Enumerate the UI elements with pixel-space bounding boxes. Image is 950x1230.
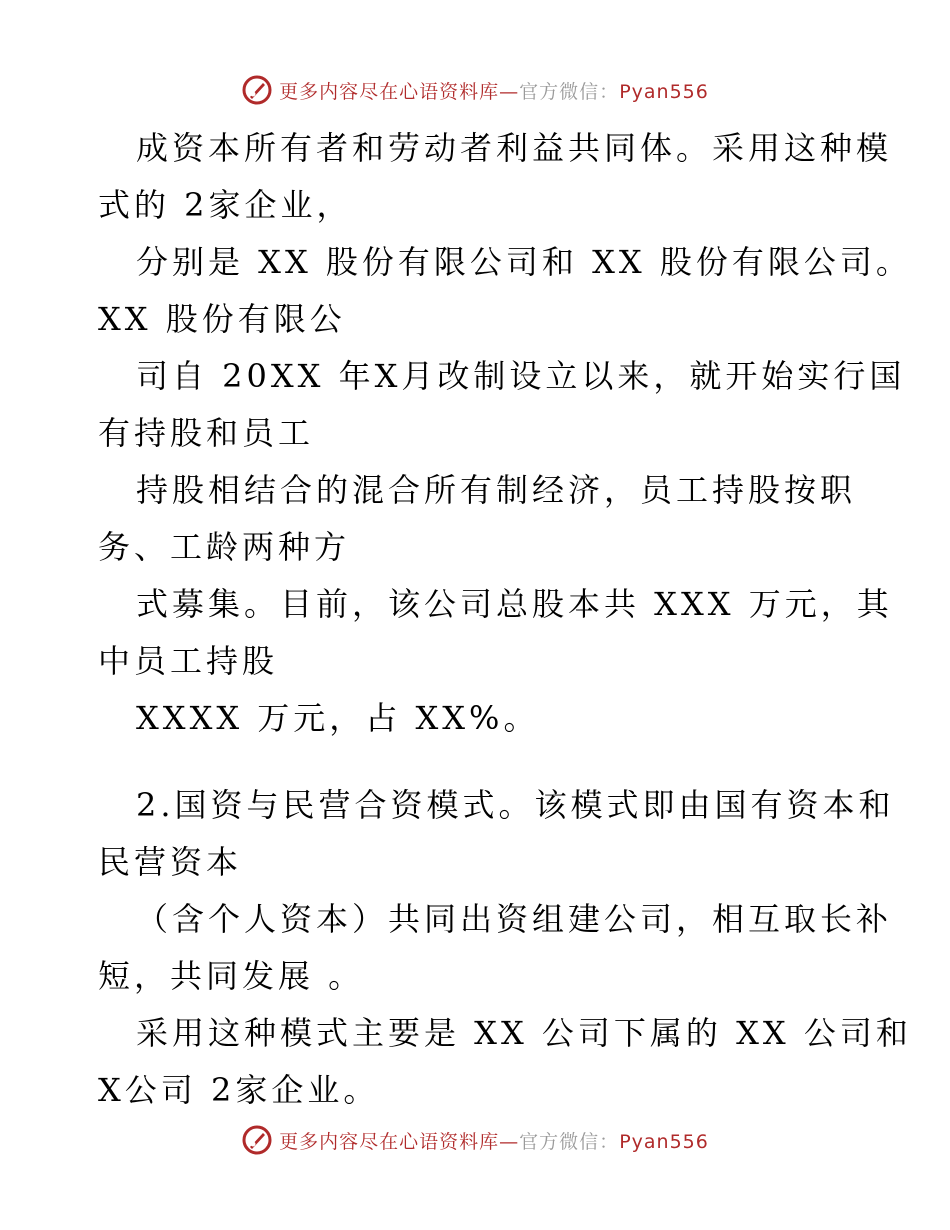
watermark-separator: — <box>499 80 520 103</box>
watermark-text <box>279 77 709 104</box>
watermark-text <box>279 1127 709 1154</box>
text-line-8: 务、工龄两种方 <box>98 528 351 566</box>
text-line-13: 民营资本 <box>98 843 243 881</box>
watermark-account-id: Pyan556 <box>619 1130 709 1153</box>
text-line-1: 成资本所有者和劳动者利益共同体。采用这种模 <box>136 129 893 167</box>
text-line-15: 短，共同发展 。 <box>98 957 365 995</box>
text-line-10: 中员工持股 <box>98 642 279 680</box>
watermark-separator: — <box>499 1130 520 1153</box>
text-line-12: 2.国资与民营合资模式。该模式即由国有资本和 <box>136 786 895 824</box>
text-line-16: 采用这种模式主要是 XX 公司下属的 XX 公司和 <box>136 1014 912 1052</box>
text-line-7: 持股相结合的混合所有制经济，员工持股按职 <box>136 471 857 509</box>
text-line-9: 式募集。目前，该公司总股本共 XXX 万元，其 <box>136 585 893 623</box>
text-line-4: XX 股份有限公 <box>98 300 346 338</box>
header-watermark <box>0 70 950 110</box>
watermark-main: 更多内容尽在心语资料库 <box>279 1130 500 1153</box>
text-line-3: 分别是 XX 股份有限公司和 XX 股份有限公司。 <box>136 243 912 281</box>
text-line-11: XXXX 万元，占 XX%。 <box>136 699 540 737</box>
text-line-17: X公司 2家企业。 <box>98 1071 380 1109</box>
watermark-main: 更多内容尽在心语资料库 <box>279 80 500 103</box>
footer-watermark <box>0 1120 950 1160</box>
text-line-6: 有持股和员工 <box>98 414 315 452</box>
watermark-account-label: 官方微信： <box>519 80 620 103</box>
quill-circle-logo-icon <box>241 1124 273 1156</box>
watermark-account-label: 官方微信： <box>519 1130 620 1153</box>
text-line-14: （含个人资本）共同出资组建公司，相互取长补 <box>136 900 893 938</box>
text-line-2: 式的 2家企业， <box>98 186 353 224</box>
text-line-5: 司自 20XX 年X月改制设立以来，就开始实行国 <box>136 357 906 395</box>
quill-circle-logo-icon <box>241 74 273 106</box>
watermark-account-id: Pyan556 <box>619 80 709 103</box>
